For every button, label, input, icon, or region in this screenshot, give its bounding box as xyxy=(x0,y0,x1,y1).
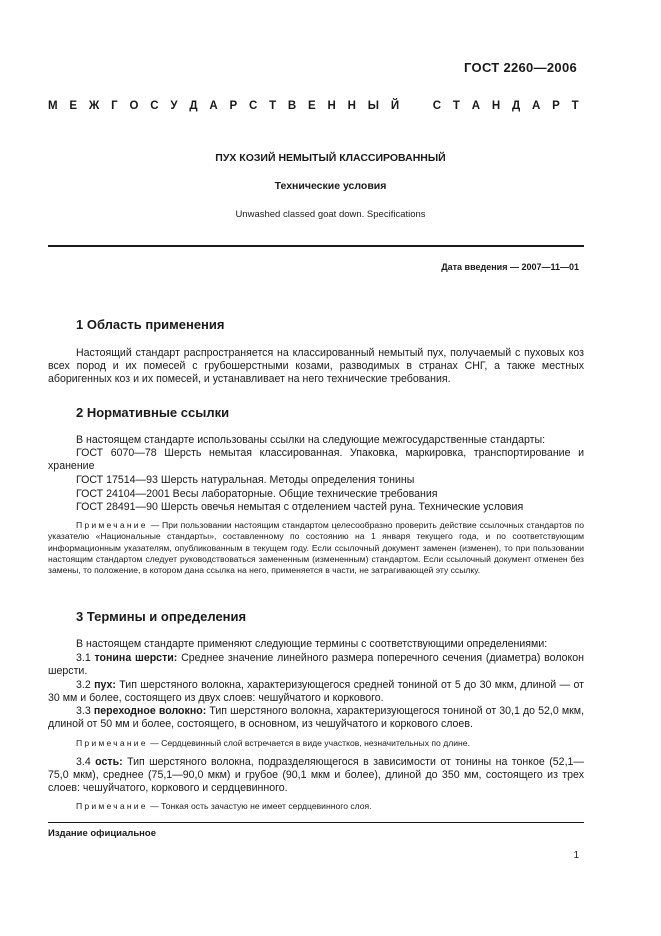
banner-letter: Н xyxy=(347,100,356,112)
banner-letter: М xyxy=(48,100,58,112)
term-name: тонина шерсти: xyxy=(94,652,178,664)
term-number: 3.3 xyxy=(76,705,94,717)
banner-letter: Е xyxy=(308,100,316,112)
banner-letter: С xyxy=(150,100,159,112)
note-label: Примечание xyxy=(76,801,148,811)
term-3-4 xyxy=(48,756,584,796)
section-2-intro xyxy=(48,434,584,447)
standard-code: ГОСТ 2260—2006 xyxy=(464,60,577,75)
term-definition: Тип шерстяного волокна, подразделяющегося в зависимости от тонины на тонкое (52,1—75,0 мкм), среднее (75,1—90,0 мкм) и грубое (90,1 мкм и более), длиной до 350 мм, состоящего из трех слоев: чешуйчатого, коркового и сердцевинного. xyxy=(48,756,584,795)
note-text: — При пользовании настоящим стандартом целесообразно проверить действие ссылочных стандартов по указателю «Национальные стандарты», составленному по состоянию на 1 января текущего года, и по соответствующим информационным указателям, опубликованным в текущем году. Если ссылочный документ заменен (изменен), то при пользовании настоящим стандартом следует руководствоваться замененным (измененным) стандартом. Если ссылочный документ отменен без замены, то положение, в котором дана ссылка на него, применяется в части, не затрагивающей эту ссылку. xyxy=(48,520,584,576)
section-3-intro-text: В настоящем стандарте применяют следующие термины с соответствующими определениями: xyxy=(76,638,548,650)
banner-letter: Н xyxy=(327,100,336,112)
banner-letter: В xyxy=(287,100,297,112)
banner-letter: С xyxy=(432,100,442,112)
banner-letter: Д xyxy=(511,100,521,112)
section-3-note-2 xyxy=(48,801,584,812)
banner-letter: О xyxy=(129,100,139,112)
banner-word-gap xyxy=(411,100,421,112)
banner-letter: Е xyxy=(69,100,78,112)
term-definition: Тип шерстяного волокна, характеризующегося средней тониной от 5 до 30 мкм, длиной — от 30 мм и более, состоящего из двух слоев: чешуйчатого и коркового. xyxy=(48,679,585,705)
banner-letter: Ж xyxy=(88,100,100,112)
reference-text: ГОСТ 28491—90 Шерсть овечья немытая с отделением частей руна. Технические условия xyxy=(76,501,524,513)
reference-item xyxy=(48,474,584,487)
term-definition: Тип шерстяного волокна, характеризующегося тониной от 30,1 до 52,0 мкм, длиной от 50 мм и более, состоящего, в основном, из чешуйчатого и коркового слоев. xyxy=(48,705,585,731)
section-1-paragraph xyxy=(48,347,584,387)
edition-label: Издание официальное xyxy=(48,828,156,839)
section-1-heading: 1 Область применения xyxy=(76,317,225,332)
section-2-heading: 2 Нормативные ссылки xyxy=(76,405,230,420)
footer-divider xyxy=(48,822,584,823)
reference-item xyxy=(48,447,584,473)
banner-letter: Р xyxy=(229,100,238,112)
term-name: ость: xyxy=(95,756,123,768)
banner-letter: А xyxy=(531,100,541,112)
note-label: Примечание xyxy=(76,738,148,748)
section-2-note xyxy=(48,520,584,576)
term-number: 3.1 xyxy=(76,652,95,664)
banner-letter: А xyxy=(209,100,218,112)
introduction-date: Дата введения — 2007—11—01 xyxy=(441,262,579,272)
document-subtitle: Технические условия xyxy=(274,180,387,192)
banner-letter: Т xyxy=(571,100,579,112)
term-3-1 xyxy=(48,652,584,678)
term-name: переходное волокно: xyxy=(93,705,207,717)
banner-letter: Т xyxy=(452,100,460,112)
banner-letter: Й xyxy=(390,100,400,112)
term-number: 3.4 xyxy=(76,756,96,768)
reference-item xyxy=(48,488,584,501)
reference-text: ГОСТ 24104—2001 Весы лабораторные. Общие технические требования xyxy=(76,488,438,500)
section-1-text: Настоящий стандарт распространяется на классированный немытый пух, получаемый с пуховых коз всех пород и их помесей с грубошерстными козами, разводимых в странах СНГ, а также местных аборигенных коз и их помесей, и устанавливает на него технические требования. xyxy=(48,347,584,386)
page-number: 1 xyxy=(573,850,579,861)
banner-letter: Т xyxy=(269,100,277,112)
section-2-intro-text: В настоящем стандарте использованы ссылки на следующие межгосударственные стандарты: xyxy=(76,434,546,446)
term-definition: Среднее значение линейного размера поперечного сечения (диаметра) волокон шерсти. xyxy=(48,652,585,678)
interstate-standard-banner xyxy=(48,100,579,112)
note-label: Примечание xyxy=(76,520,148,530)
reference-text: ГОСТ 6070—78 Шерсть немытая классированная. Упаковка, маркировка, транспортирование и хранение xyxy=(48,447,584,473)
banner-letter: Р xyxy=(552,100,560,112)
section-3-note-1 xyxy=(48,738,584,749)
banner-letter: Н xyxy=(491,100,501,112)
reference-item xyxy=(48,501,584,514)
reference-text: ГОСТ 17514—93 Шерсть натуральная. Методы определения тонины xyxy=(76,474,415,486)
term-3-2 xyxy=(48,679,584,705)
document-title: ПУХ КОЗИЙ НЕМЫТЫЙ КЛАССИРОВАННЫЙ xyxy=(215,152,446,164)
term-number: 3.2 xyxy=(76,679,95,691)
english-title: Unwashed classed goat down. Specifications xyxy=(235,209,426,220)
note-text: — Тонкая ость зачастую не имеет сердцевинного слоя. xyxy=(147,801,372,811)
banner-letter: С xyxy=(248,100,258,112)
header-divider xyxy=(48,245,584,247)
banner-letter: А xyxy=(471,100,481,112)
section-3-heading: 3 Термины и определения xyxy=(76,609,247,624)
banner-letter: Г xyxy=(111,100,118,112)
banner-letter: Ы xyxy=(367,100,380,112)
term-name: пух: xyxy=(94,679,116,691)
banner-letter: Д xyxy=(189,100,198,112)
section-3-intro xyxy=(48,638,584,651)
term-3-3 xyxy=(48,705,584,731)
note-text: — Сердцевинный слой встречается в виде участков, незначительных по длине. xyxy=(147,738,470,748)
banner-letter: У xyxy=(170,100,178,112)
